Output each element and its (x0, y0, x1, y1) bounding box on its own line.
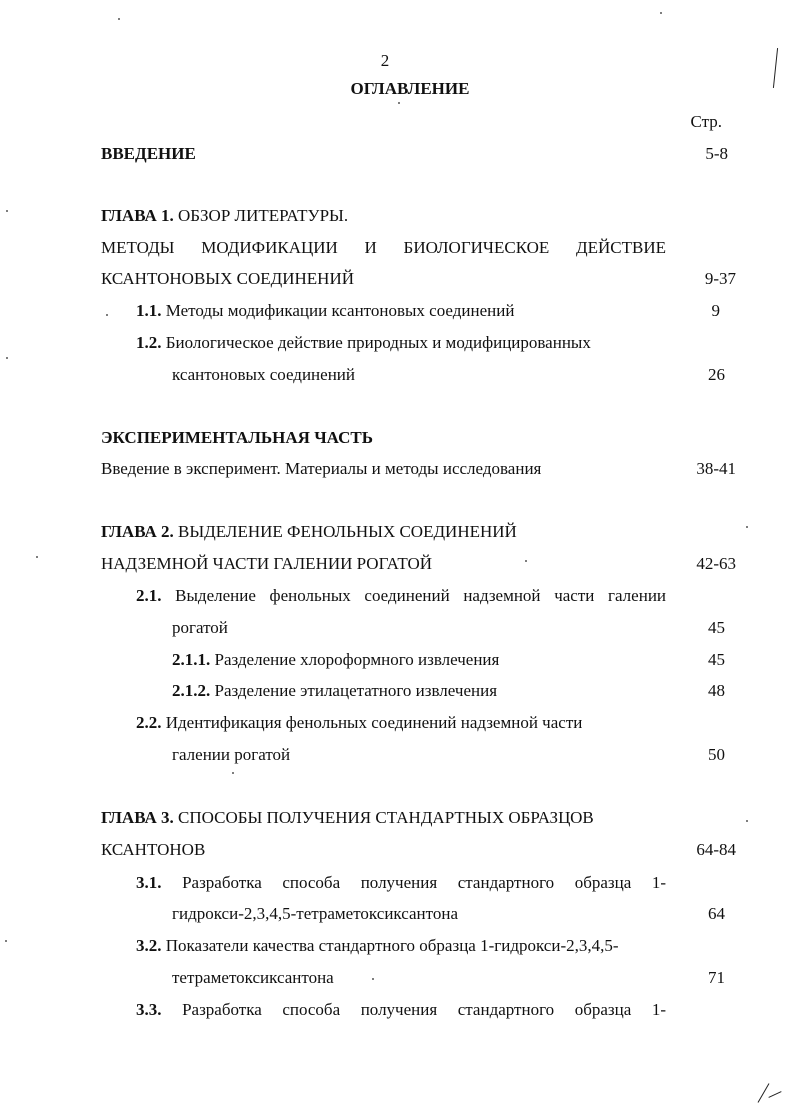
ch1-num: ГЛАВА 1. (101, 206, 174, 225)
ch3-s2-text1: Показатели качества стандартного образца 1-гидрокси-2,3,4,5- (165, 936, 619, 955)
ch2-s2-page: 50 (708, 745, 725, 764)
ch2-s11-text: Разделение хлороформного извлечения (214, 650, 500, 669)
intro-label: ВВЕДЕНИЕ (101, 144, 196, 163)
ch3-s2-text2: тетраметоксиксантона (172, 968, 334, 987)
scan-speck (660, 12, 662, 14)
ch2-title2: НАДЗЕМНОЙ ЧАСТИ ГАЛЕНИИ РОГАТОЙ (101, 554, 433, 573)
ch2-s2-text2: галении рогатой (172, 745, 291, 764)
ch2-s12-num: 2.1.2. (172, 681, 211, 700)
scan-mark (758, 1083, 770, 1103)
toc-title: ОГЛАВЛЕНИЕ (350, 79, 470, 98)
ch1-s2 (136, 332, 591, 354)
scan-speck (118, 18, 120, 20)
ch2-s1-text1: Выделение фенольных соединений надземной части галении (175, 586, 667, 605)
ch2-heading (101, 521, 517, 543)
ch3-s1-text1: Разработка способа получения стандартного образца 1- (182, 873, 666, 892)
exp-title: ЭКСПЕРИМЕНТАЛЬНАЯ ЧАСТЬ (101, 428, 373, 447)
ch3-s2-num: 3.2. (136, 936, 162, 955)
ch2-s11-num: 2.1.1. (172, 650, 211, 669)
ch3-heading (101, 807, 594, 829)
ch2-s11-page: 45 (708, 650, 725, 669)
ch2-s12-page: 48 (708, 681, 725, 700)
ch2-s2-text1: Идентификация фенольных соединений надземной части (165, 713, 583, 732)
scan-speck (746, 820, 748, 822)
ch3-s2-page: 71 (708, 968, 725, 987)
ch1-title2: МЕТОДЫ МОДИФИКАЦИИ И БИОЛОГИЧЕСКОЕ ДЕЙСТВИЕ (101, 238, 666, 257)
ch2-s2-num: 2.2. (136, 713, 162, 732)
scan-speck (36, 556, 38, 558)
scan-speck (6, 210, 8, 212)
ch2-s1-num: 2.1. (136, 586, 162, 605)
ch1-s2-page: 26 (708, 365, 725, 384)
ch3-s3-num: 3.3. (136, 1000, 162, 1019)
ch2-s12-text: Разделение этилацетатного извлечения (214, 681, 498, 700)
ch1-s2-text2: ксантоновых соединений (172, 365, 355, 384)
ch2-s1-text2: рогатой (172, 618, 228, 637)
ch2-num: ГЛАВА 2. (101, 522, 174, 541)
ch1-s2-text1: Биологическое действие природных и модифицированных (165, 333, 591, 352)
ch2-s12 (172, 680, 497, 702)
ch3-title1: СПОСОБЫ ПОЛУЧЕНИЯ СТАНДАРТНЫХ ОБРАЗЦОВ (178, 808, 594, 827)
page-column-label: Стр. (690, 112, 722, 131)
ch1-s1-num: 1.1. (136, 301, 162, 320)
ch1-s1-page: 9 (711, 301, 720, 320)
scan-speck (6, 357, 8, 359)
ch1-title1: ОБЗОР ЛИТЕРАТУРЫ. (178, 206, 349, 225)
intro-pages: 5-8 (705, 144, 728, 163)
ch3-s3-text1: Разработка способа получения стандартного образца 1- (182, 1000, 666, 1019)
scan-speck (372, 978, 374, 980)
scan-speck (746, 526, 748, 528)
ch3-s1 (136, 872, 666, 894)
ch3-s1-page: 64 (708, 904, 725, 923)
ch3-title2: КСАНТОНОВ (101, 840, 206, 859)
scan-speck (398, 102, 400, 104)
ch1-s1-text: Методы модификации ксантоновых соединений (165, 301, 515, 320)
ch3-pages: 64-84 (696, 840, 736, 859)
scan-speck (232, 772, 234, 774)
ch1-heading (101, 205, 348, 227)
ch3-num: ГЛАВА 3. (101, 808, 174, 827)
scan-mark (773, 48, 778, 88)
ch2-pages: 42-63 (696, 554, 736, 573)
ch2-s11 (172, 649, 499, 671)
ch3-s2 (136, 935, 619, 957)
ch2-s1 (136, 585, 666, 607)
ch2-s1-page: 45 (708, 618, 725, 637)
page-number: 2 (380, 51, 390, 70)
ch1-title3: КСАНТОНОВЫХ СОЕДИНЕНИЙ (101, 269, 355, 288)
ch1-pages: 9-37 (704, 269, 736, 288)
exp-intro-text: Введение в эксперимент. Материалы и методы исследования (101, 459, 542, 478)
scan-speck (525, 560, 527, 562)
scan-mark (768, 1091, 781, 1098)
ch3-s3 (136, 999, 666, 1021)
scan-speck (5, 940, 7, 942)
ch1-s2-num: 1.2. (136, 333, 162, 352)
ch3-s1-text2: гидрокси-2,3,4,5-тетраметоксиксантона (172, 904, 458, 923)
ch2-title1: ВЫДЕЛЕНИЕ ФЕНОЛЬНЫХ СОЕДИНЕНИЙ (178, 522, 517, 541)
ch2-s2 (136, 712, 582, 734)
ch1-s1 (136, 300, 514, 322)
scan-speck (106, 314, 108, 316)
exp-intro-pages: 38-41 (696, 459, 736, 478)
ch3-s1-num: 3.1. (136, 873, 162, 892)
